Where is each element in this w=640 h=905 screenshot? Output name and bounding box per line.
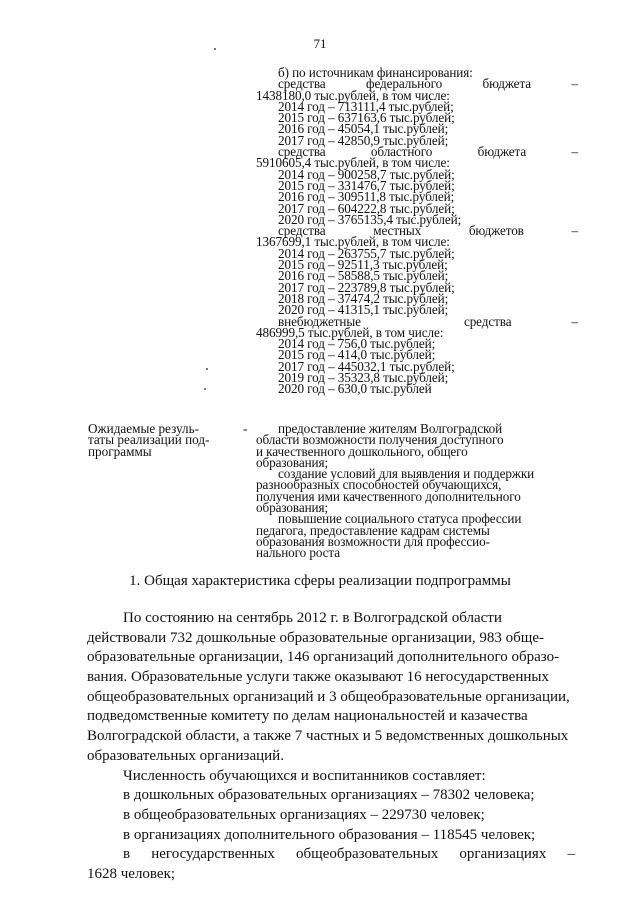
year-line: 2020 год – 3765135,4 тыс.рублей;: [278, 211, 462, 227]
year-line: 2017 год – 445032,1 тыс.рублей;: [278, 358, 455, 374]
page-number: 71: [313, 36, 327, 51]
year-line: 2016 год – 45054,1 тыс.рублей;: [278, 121, 449, 137]
body-item: в общеобразовательных организациях – 229730 человек;: [123, 806, 485, 823]
result-line: области возможности получения доступного: [256, 432, 504, 448]
result-paragraph: [256, 466, 578, 516]
financing-heading: б) по источникам финансирования:: [278, 65, 473, 80]
result-line: предоставление жителям Волгоградской: [278, 421, 503, 436]
result-line: и качественного дошкольного, общего: [256, 443, 468, 459]
body-line: вания. Образовательные услуги также оказывают 16 негосударственных: [87, 669, 549, 686]
word: внебюджетные: [278, 313, 361, 329]
word: бюджетов: [468, 223, 524, 239]
year-line: 2016 год – 309511,8 тыс.рублей;: [278, 189, 455, 205]
regional-total: 5910605,4 тыс.рублей, в том числе:: [256, 155, 450, 171]
result-line: создание условий для выявления и поддержки: [278, 466, 535, 482]
result-line: образования возможности для профессио-: [256, 533, 490, 549]
body-intro: Численность обучающихся и воспитанников составляет:: [123, 767, 486, 784]
year-line: 2017 год – 604222,8 тыс.рублей;: [278, 200, 455, 216]
year-line: 2017 год – 42850,9 тыс.рублей;: [278, 132, 449, 148]
year-line: 2015 год – 414,0 тыс.рублей;: [278, 347, 436, 363]
body-line: образовательных организаций.: [87, 747, 284, 764]
word: негосударственных: [151, 846, 275, 863]
body-item: в организациях дополнительного образования – 118545 человек;: [123, 826, 536, 843]
year-line: 2014 год – 756,0 тыс.рублей;: [278, 336, 436, 352]
results-label: [88, 423, 248, 457]
year-line: 2014 год – 900258,7 тыс.рублей;: [278, 166, 455, 182]
word: –: [571, 76, 578, 92]
word: средства: [278, 76, 326, 92]
year-line: 2014 год – 263755,7 тыс.рублей;: [278, 245, 455, 261]
word: средства: [463, 313, 512, 329]
year-line: 2019 год – 35323,8 тыс.рублей;: [278, 370, 449, 386]
word: –: [567, 846, 575, 863]
extrabudget-total: 486999,5 тыс.рублей, в том числе:: [256, 324, 444, 340]
body-line: общеобразовательных организаций и 3 общеобразовательные организации,: [87, 688, 570, 705]
body-item: в дошкольных образовательных организациях – 78302 человека;: [123, 787, 535, 804]
body-line: Волгоградской области, а также 7 частных и 5 ведомственных дошкольных: [87, 728, 569, 745]
year-line: 2018 год – 37474,2 тыс.рублей;: [278, 290, 449, 306]
result-line: повышение социального статуса профессии: [278, 511, 522, 527]
word: –: [571, 313, 578, 329]
body-line: образовательные организации, 146 организаций дополнительного образо-: [87, 649, 560, 666]
result-line: получения ими качественного дополнительного: [256, 488, 521, 504]
year-line: 2017 год – 223789,8 тыс.рублей;: [278, 279, 455, 295]
body-line: По состоянию на сентябрь 2012 г. в Волгоградской области: [123, 610, 502, 626]
word: в: [123, 846, 131, 863]
word: бюджета: [482, 76, 532, 92]
result-line: образования;: [256, 500, 329, 516]
year-line: 2015 год – 92511,3 тыс.рублей;: [278, 257, 448, 273]
word: общеобразовательных: [296, 846, 439, 863]
word: –: [571, 223, 578, 239]
body-text: [87, 609, 575, 885]
result-paragraph: [256, 511, 578, 561]
word: бюджета: [477, 144, 527, 160]
result-line: педагога, предоставление кадрам системы: [256, 522, 490, 538]
scan-speck: [204, 388, 206, 390]
word: местных: [373, 223, 422, 239]
section-title: 1. Общая характеристика сферы реализации подпрограммы: [129, 573, 511, 589]
result-line: разнообразных способностей обучающихся,: [256, 477, 502, 493]
scan-speck: [214, 48, 216, 50]
results-text: [256, 423, 578, 559]
word: федерального: [366, 76, 443, 92]
body-line: действовали 732 дошкольные образовательные организации, 983 обще-: [87, 629, 544, 646]
word: организациях: [459, 846, 547, 863]
body-line: подведомственные комитету по делам национальностей и казачества: [87, 708, 528, 725]
year-line: 2015 год – 331476,7 тыс.рублей;: [278, 177, 455, 193]
year-line: 2016 год – 58588,5 тыс.рублей;: [278, 268, 449, 284]
scan-speck: [206, 368, 208, 370]
word: средства: [278, 144, 326, 160]
body-item-justified: [87, 845, 575, 865]
word: средства: [278, 223, 326, 239]
year-line: 2015 год – 637163,6 тыс.рублей;: [278, 110, 455, 126]
word: областного: [370, 144, 433, 160]
year-line: 2014 год – 713111,4 тыс.рублей;: [278, 98, 454, 114]
federal-total: 1438180,0 тыс.рублей, в том числе:: [256, 87, 450, 103]
body-item-tail: 1628 человек;: [87, 865, 176, 882]
result-line: образования;: [256, 454, 329, 470]
result-paragraph: [256, 423, 578, 468]
word: –: [571, 144, 578, 160]
label-line: Ожидаемые резуль-: [88, 421, 200, 436]
result-line: нального роста: [256, 545, 340, 561]
results-dash: -: [243, 421, 248, 436]
year-line: 2020 год – 41315,1 тыс.рублей;: [278, 302, 449, 318]
local-total: 1367699,1 тыс.рублей, в том числе:: [256, 234, 450, 250]
financing-block: [256, 67, 578, 395]
label-line: таты реализации под-: [88, 432, 210, 448]
year-line: 2020 год – 630,0 тыс.рублей: [278, 381, 432, 397]
label-line: программы: [88, 443, 152, 459]
